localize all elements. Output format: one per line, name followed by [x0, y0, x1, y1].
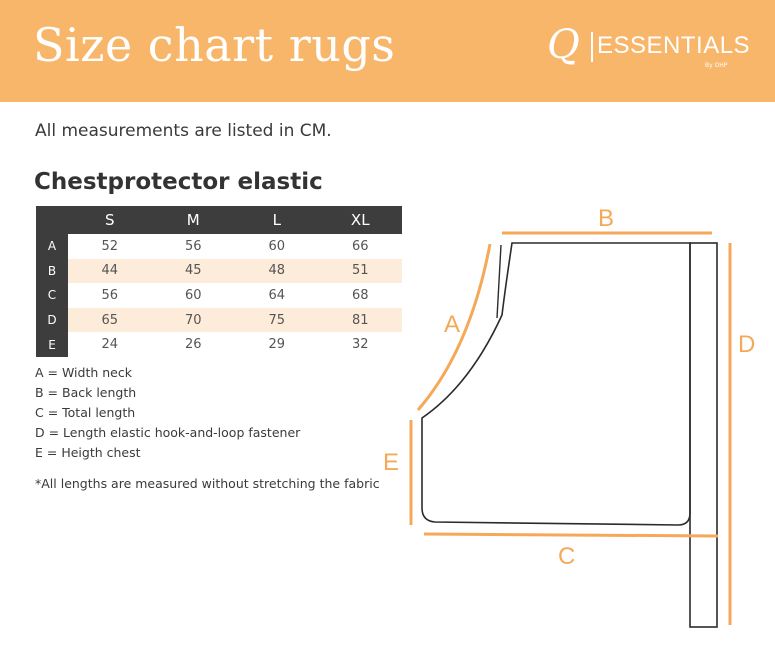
product-outline: [422, 243, 690, 525]
legend-item: B = Back length: [35, 385, 137, 400]
table-cell: 75: [235, 308, 319, 333]
table-row: [36, 234, 402, 259]
table-row: [36, 308, 402, 333]
table-cell: 65: [68, 308, 152, 333]
size-table-corner: [36, 206, 68, 234]
table-cell: 44: [68, 259, 152, 284]
table-cell: 48: [235, 259, 319, 284]
page-title: Size chart rugs: [33, 18, 396, 72]
table-cell: 24: [101, 337, 119, 353]
stretch-note: *All lengths are measured without stretching the fabric: [35, 476, 380, 491]
measurement-legend: [35, 363, 300, 463]
brand-logo: [547, 22, 751, 74]
table-cell: 56: [184, 238, 202, 254]
logo-wordmark: ESSENTIALS: [597, 32, 751, 59]
table-cell: 66: [351, 238, 369, 254]
elastic-strap: [690, 243, 717, 627]
legend-item: D = Length elastic hook-and-loop fastener: [35, 425, 301, 440]
table-cell: 64: [268, 287, 286, 303]
chestprotector-diagram: [370, 200, 770, 640]
dimension-label-d: D: [738, 331, 756, 358]
row-header: A: [36, 234, 68, 259]
table-cell: 68: [351, 287, 369, 303]
column-header: S: [68, 206, 152, 234]
table-row: [36, 259, 402, 284]
legend-item: E = Heigth chest: [35, 445, 141, 460]
neck-inner-line: [497, 245, 501, 318]
row-header: E: [36, 332, 68, 357]
logo-mark: Q: [547, 22, 580, 68]
measurement-note: All measurements are listed in CM.: [35, 121, 332, 141]
column-header: L: [235, 206, 319, 234]
table-cell: 60: [268, 238, 286, 254]
row-header: B: [36, 259, 68, 284]
size-table-header-row: [36, 206, 402, 234]
row-header: C: [36, 283, 68, 308]
table-cell: 26: [184, 337, 202, 353]
table-cell: 45: [152, 259, 236, 284]
table-row: [36, 332, 402, 357]
table-cell: 81: [319, 308, 403, 333]
dimension-label-a: A: [444, 311, 461, 338]
dimension-label-e: E: [383, 449, 400, 476]
table-cell: 29: [268, 337, 286, 353]
logo-divider: [591, 32, 593, 62]
size-table: [36, 206, 402, 357]
table-cell: 60: [184, 287, 202, 303]
table-cell: 56: [101, 287, 119, 303]
table-row: [36, 283, 402, 308]
header-banner: [0, 0, 775, 102]
product-title: Chestprotector elastic: [34, 169, 323, 195]
dimension-label-b: B: [598, 205, 615, 232]
legend-item: C = Total length: [35, 405, 136, 420]
column-header: M: [152, 206, 236, 234]
dimension-line-c: [424, 534, 718, 536]
column-header: XL: [319, 206, 403, 234]
table-cell: 32: [351, 337, 369, 353]
table-cell: 70: [152, 308, 236, 333]
row-header: D: [36, 308, 68, 333]
table-cell: 52: [101, 238, 119, 254]
legend-item: A = Width neck: [35, 365, 132, 380]
dimension-label-c: C: [558, 543, 576, 570]
logo-byline: By OHP: [705, 62, 728, 69]
table-cell: 51: [319, 259, 403, 284]
